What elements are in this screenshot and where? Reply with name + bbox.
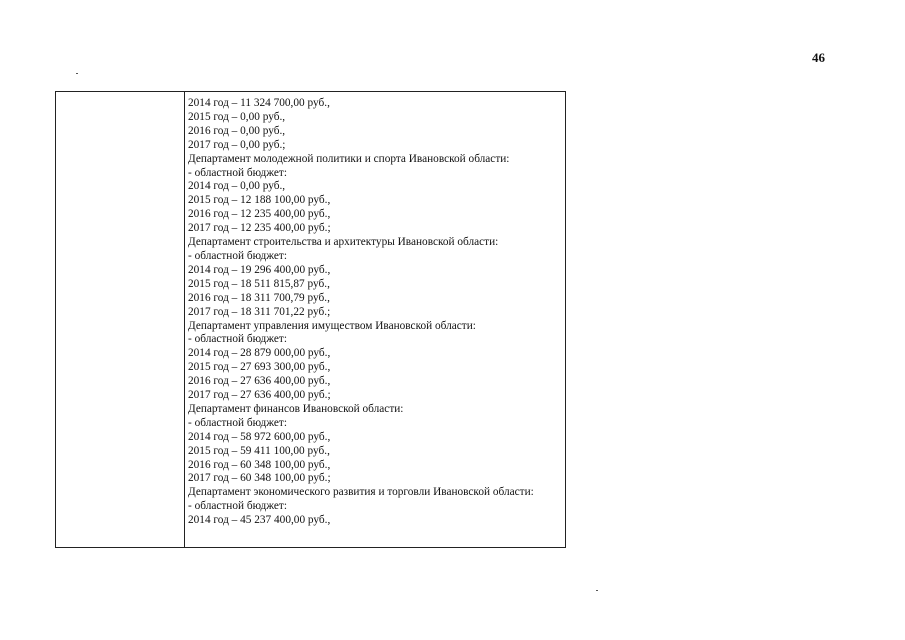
table-line: 2017 год – 12 235 400,00 руб.; bbox=[188, 222, 331, 235]
department-heading: Департамент управления имуществом Ивановской области: bbox=[188, 319, 476, 332]
table-line: - областной бюджет: bbox=[188, 333, 287, 346]
table-line: 2016 год – 18 311 700,79 руб., bbox=[188, 291, 330, 304]
table-line: 2017 год – 18 311 701,22 руб.; bbox=[188, 305, 331, 318]
table-line: 2014 год – 0,00 руб., bbox=[188, 180, 286, 193]
page-number: 46 bbox=[812, 50, 825, 65]
department-heading: Департамент молодежной политики и спорта Ивановской области: bbox=[188, 152, 510, 165]
table-line: 2014 год – 45 237 400,00 руб., bbox=[188, 514, 331, 527]
budget-table bbox=[55, 91, 566, 548]
table-line: 2017 год – 27 636 400,00 руб.; bbox=[188, 389, 331, 402]
table-line: 2017 год – 60 348 100,00 руб.; bbox=[188, 472, 331, 485]
table-left-cell bbox=[56, 92, 185, 547]
table-line: 2015 год – 0,00 руб., bbox=[188, 110, 286, 123]
table-line: 2016 год – 0,00 руб., bbox=[188, 124, 286, 137]
department-heading: Департамент финансов Ивановской области: bbox=[188, 402, 404, 415]
table-line: - областной бюджет: bbox=[188, 416, 287, 429]
department-heading: Департамент строительства и архитектуры Ивановской области: bbox=[188, 236, 499, 249]
table-line: 2015 год – 59 411 100,00 руб., bbox=[188, 444, 330, 457]
table-line: - областной бюджет: bbox=[188, 500, 287, 513]
table-line: 2015 год – 27 693 300,00 руб., bbox=[188, 361, 331, 374]
table-line: 2014 год – 58 972 600,00 руб., bbox=[188, 430, 331, 443]
table-line: 2015 год – 18 511 815,87 руб., bbox=[188, 277, 330, 290]
table-line: - областной бюджет: bbox=[188, 249, 287, 262]
table-line: 2016 год – 60 348 100,00 руб., bbox=[188, 458, 331, 471]
table-line: 2015 год – 12 188 100,00 руб., bbox=[188, 194, 331, 207]
table-line: 2016 год – 27 636 400,00 руб., bbox=[188, 375, 331, 388]
table-line: 2014 год – 11 324 700,00 руб., bbox=[188, 97, 330, 109]
table-line: 2014 год – 28 879 000,00 руб., bbox=[188, 347, 331, 360]
scan-speck bbox=[76, 73, 78, 74]
scan-speck bbox=[596, 590, 598, 591]
table-line: - областной бюджет: bbox=[188, 166, 287, 179]
table-right-cell bbox=[185, 92, 565, 547]
table-line: 2016 год – 12 235 400,00 руб., bbox=[188, 208, 331, 221]
table-line: 2017 год – 0,00 руб.; bbox=[188, 138, 286, 151]
department-heading: Департамент экономического развития и торговли Ивановской области: bbox=[188, 486, 534, 499]
table-line: 2014 год – 19 296 400,00 руб., bbox=[188, 263, 331, 276]
